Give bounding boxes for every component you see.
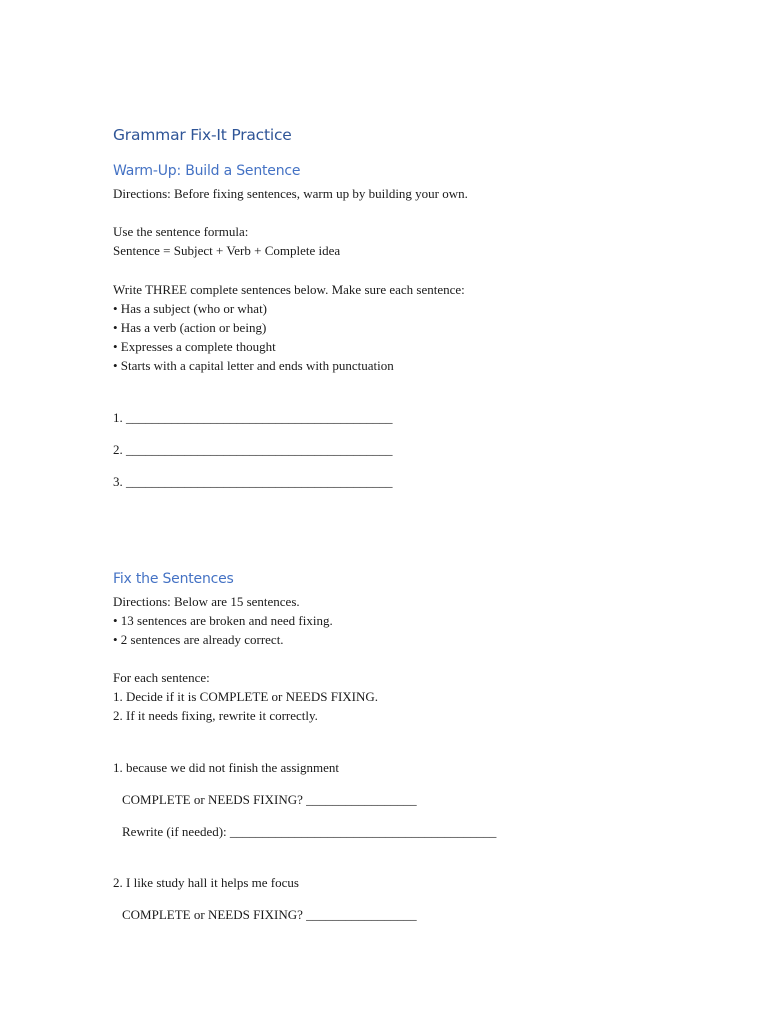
steps-intro: For each sentence: <box>113 670 210 685</box>
answer-blank-3[interactable]: 3. _________________________________________ <box>113 474 393 489</box>
fix-note: • 13 sentences are broken and need fixing. <box>113 613 333 628</box>
fix-note: • 2 sentences are already correct. <box>113 632 284 647</box>
checklist-item: • Expresses a complete thought <box>113 339 276 354</box>
warmup-directions: Directions: Before fixing sentences, warm up by building your own. <box>113 186 468 201</box>
step-item: 1. Decide if it is COMPLETE or NEEDS FIXING. <box>113 689 379 704</box>
fix-sentence-2: 2. I like study hall it helps me focus <box>113 875 299 890</box>
fix-sentence-1: 1. because we did not finish the assignment <box>113 760 340 775</box>
complete-prompt-1[interactable]: COMPLETE or NEEDS FIXING? _________________ <box>122 792 417 807</box>
checklist-item: • Starts with a capital letter and ends with punctuation <box>113 358 394 373</box>
page-title: Grammar Fix-It Practice <box>113 126 292 144</box>
sentence-formula: Sentence = Subject + Verb + Complete idea <box>113 243 341 258</box>
checklist-item: • Has a verb (action or being) <box>113 320 267 335</box>
rewrite-prompt-1[interactable]: Rewrite (if needed): _________________________________________ <box>122 824 497 839</box>
answer-blank-2[interactable]: 2. _________________________________________ <box>113 442 393 457</box>
checklist-item: • Has a subject (who or what) <box>113 301 268 316</box>
answer-blank-1[interactable]: 1. _________________________________________ <box>113 410 393 425</box>
formula-intro: Use the sentence formula: <box>113 224 249 239</box>
warmup-instructions: Write THREE complete sentences below. Make sure each sentence: <box>113 282 465 297</box>
fix-heading: Fix the Sentences <box>113 571 234 587</box>
warmup-heading: Warm-Up: Build a Sentence <box>113 163 301 179</box>
step-item: 2. If it needs fixing, rewrite it correctly. <box>113 708 318 723</box>
complete-prompt-2[interactable]: COMPLETE or NEEDS FIXING? _________________ <box>122 907 417 922</box>
fix-directions: Directions: Below are 15 sentences. <box>113 594 300 609</box>
